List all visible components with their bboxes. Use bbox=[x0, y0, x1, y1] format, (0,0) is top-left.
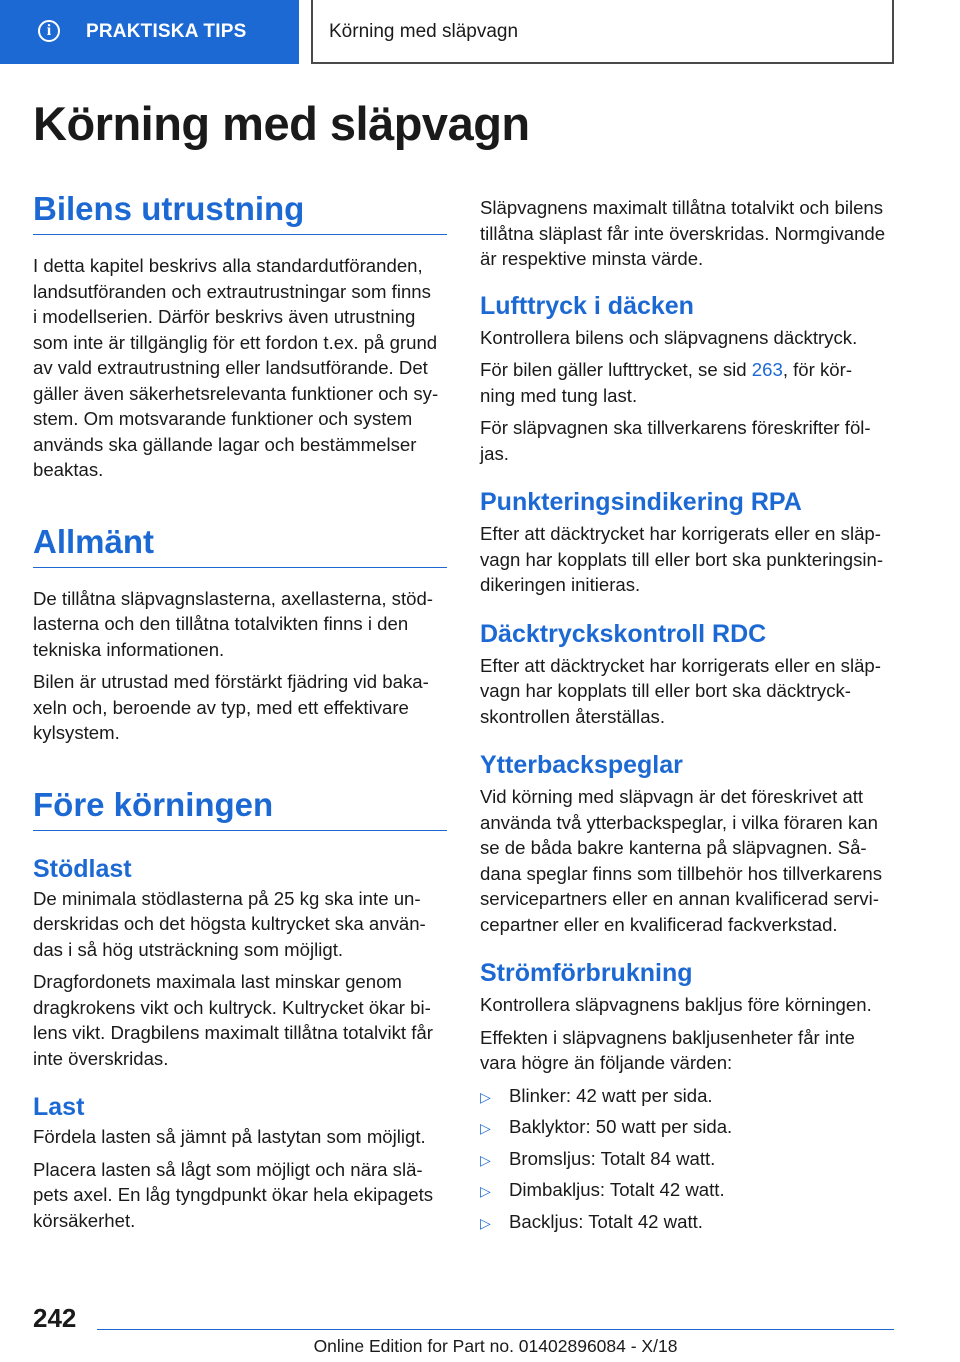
text-line: beaktas. bbox=[33, 459, 104, 480]
text-line: dikeringen initieras. bbox=[480, 574, 641, 595]
paragraph-ytterbackspeglar bbox=[480, 784, 894, 937]
list-item-text: Dimbakljus: Totalt 42 watt. bbox=[509, 1179, 725, 1200]
text-line: används ska gällande lagar och bestämmelser bbox=[33, 433, 417, 455]
edition-text: Online Edition for Part no. 01402896084 - X/18 bbox=[313, 1336, 678, 1356]
text-line: tekniska informationen. bbox=[33, 638, 225, 660]
text-line: är respektive minsta värde. bbox=[480, 248, 704, 269]
heading-lufttryck: Lufttryck i däcken bbox=[480, 291, 694, 320]
paragraph-allmant-1 bbox=[33, 586, 447, 663]
text-line: körsäkerhet. bbox=[33, 1209, 136, 1231]
text-span: För bilen gäller lufttrycket, se sid bbox=[480, 359, 752, 380]
heading-bilens-utrustning: Bilens utrustning bbox=[33, 190, 447, 235]
text-line: das i så hög utsträckning som möjligt. bbox=[33, 938, 344, 960]
triangle-bullet-icon: ▷ bbox=[480, 1151, 491, 1168]
heading-stromforbrukning: Strömförbrukning bbox=[480, 959, 693, 987]
paragraph-bilens-utrustning bbox=[33, 253, 447, 483]
text-line: vara högre än följande värden: bbox=[480, 1052, 733, 1073]
list-item-text: Bromsljus: Totalt 84 watt. bbox=[509, 1147, 716, 1169]
list-item bbox=[480, 1083, 894, 1109]
text-line: dragkrokens vikt och kultryck. Kultrycket ökar bi- bbox=[33, 996, 431, 1018]
text-span: , för kör- bbox=[782, 359, 853, 380]
text-line: Kontrollera bilens och släpvagnens däcktryck. bbox=[480, 326, 858, 348]
paragraph-rdc bbox=[480, 653, 894, 730]
list-item-text: Blinker: 42 watt per sida. bbox=[509, 1084, 713, 1106]
text-line: xeln och, beroende av typ, med ett effektivare bbox=[33, 696, 409, 718]
text-line: De minimala stödlasterna på 25 kg ska inte un- bbox=[33, 887, 421, 909]
text-line: dana speglar finns som tillbehör hos tillverkarens bbox=[480, 862, 883, 884]
list-item bbox=[480, 1177, 894, 1203]
list-item-text: Backljus: Totalt 42 watt. bbox=[509, 1210, 703, 1232]
page-reference-link[interactable]: 263 bbox=[751, 359, 783, 380]
paragraph-allmant-2 bbox=[33, 669, 447, 746]
text-line: stem. Om motsvarande funktioner och system bbox=[33, 408, 413, 429]
text-line: Kontrollera släpvagnens bakljus före körningen. bbox=[480, 994, 872, 1015]
text-line: landsutföranden och extrautrustningar som finns bbox=[33, 280, 431, 302]
heading-stodlast: Stödlast bbox=[33, 854, 132, 883]
list-item-text: Baklyktor: 50 watt per sida. bbox=[509, 1116, 733, 1137]
text-line: Placera lasten så lågt som möjligt och nära slä- bbox=[33, 1158, 423, 1180]
text-line: För släpvagnen ska tillverkarens föreskrifter föl- bbox=[480, 417, 871, 438]
text-line: lasterna och den tillåtna totalvikten finns i den bbox=[33, 613, 409, 634]
paragraph-lufttryck-2 bbox=[480, 357, 894, 408]
text-line: kylsystem. bbox=[33, 722, 120, 743]
paragraph-last-2 bbox=[33, 1157, 447, 1234]
text-line: I detta kapitel beskrivs alla standardutföranden, bbox=[33, 255, 423, 276]
text-line: cepartner eller en kvalificerad fackverkstad. bbox=[480, 913, 838, 935]
text-line: gäller även säkerhetsrelevanta funktioner och sy- bbox=[33, 382, 439, 404]
heading-last: Last bbox=[33, 1093, 85, 1121]
page-number: 242 bbox=[33, 1303, 77, 1333]
heading-rdc: Däcktryckskontroll RDC bbox=[480, 619, 767, 648]
paragraph-stodlast-2 bbox=[33, 969, 447, 1071]
page-title: Körning med släpvagn bbox=[33, 97, 530, 150]
info-icon: i bbox=[38, 20, 60, 42]
text-line: jas. bbox=[480, 442, 509, 464]
triangle-bullet-icon: ▷ bbox=[480, 1120, 491, 1136]
heading-fore-korningen: Före körningen bbox=[33, 786, 447, 831]
paragraph-stodlast-1 bbox=[33, 886, 447, 963]
paragraph-intro bbox=[480, 195, 894, 272]
text-line bbox=[480, 357, 894, 383]
text-line: inte överskridas. bbox=[33, 1047, 169, 1069]
chapter-title: Körning med släpvagn bbox=[329, 21, 519, 42]
text-line: Fördela lasten så jämnt på lastytan som möjligt. bbox=[33, 1126, 426, 1147]
triangle-bullet-icon: ▷ bbox=[480, 1214, 491, 1231]
text-line: Efter att däcktrycket har korrigerats eller en släp- bbox=[480, 523, 881, 544]
text-line: tillåtna släplast får inte överskridas. Normgivande bbox=[480, 222, 886, 244]
text-line: skontrollen återställas. bbox=[480, 705, 665, 727]
text-line: i modellserien. Därför beskrivs även utrustning bbox=[33, 306, 416, 327]
paragraph-lufttryck-3 bbox=[480, 415, 894, 466]
text-line: Släpvagnens maximalt tillåtna totalvikt och bilens bbox=[480, 197, 884, 218]
text-line: vagn har kopplats till eller bort ska punkteringsin- bbox=[480, 548, 884, 570]
paragraph-last-1 bbox=[33, 1124, 447, 1150]
text-line: De tillåtna släpvagnslasterna, axellasterna, stöd- bbox=[33, 587, 433, 609]
heading-rpa: Punkteringsindikering RPA bbox=[480, 488, 802, 516]
footer-divider bbox=[97, 1329, 894, 1330]
paragraph-strom-1 bbox=[480, 992, 894, 1018]
triangle-bullet-icon: ▷ bbox=[480, 1088, 491, 1105]
list-item bbox=[480, 1209, 894, 1235]
heading-ytterbackspeglar: Ytterbackspeglar bbox=[480, 751, 683, 779]
text-line: ning med tung last. bbox=[480, 384, 638, 406]
left-column bbox=[33, 190, 447, 1233]
list-item bbox=[480, 1146, 894, 1172]
text-line: se de båda bakre kanterna på släpvagnen. Så- bbox=[480, 837, 867, 858]
list-item bbox=[480, 1114, 894, 1140]
text-line: använda två ytterbackspeglar, i vilka föraren kan bbox=[480, 811, 878, 833]
text-line: derskridas och det högsta kultrycket ska använ- bbox=[33, 913, 426, 934]
text-line: som inte är tillgänglig för ett fordon t.ex. på grund bbox=[33, 331, 438, 353]
text-line: Bilen är utrustad med förstärkt fjädring vid baka- bbox=[33, 671, 429, 692]
chapter-header bbox=[311, 0, 894, 64]
paragraph-rpa bbox=[480, 521, 894, 598]
text-line: lens vikt. Dragbilens maximalt tillåtna totalvikt får bbox=[33, 1022, 433, 1043]
triangle-bullet-icon: ▷ bbox=[480, 1183, 491, 1199]
text-line: Efter att däcktrycket har korrigerats eller en släp- bbox=[480, 654, 881, 676]
text-line: av vald extrautrustning eller landsutförande. Det bbox=[33, 357, 428, 378]
text-line: Dragfordonets maximala last minskar genom bbox=[33, 971, 402, 992]
text-line: Effekten i släpvagnens bakljusenheter får inte bbox=[480, 1026, 855, 1048]
right-column bbox=[480, 195, 894, 1234]
paragraph-lufttryck-1 bbox=[480, 325, 894, 351]
bullet-list bbox=[480, 1083, 894, 1235]
text-line: vagn har kopplats till eller bort ska däcktryck- bbox=[480, 680, 851, 701]
section-tab bbox=[0, 0, 299, 64]
paragraph-strom-2 bbox=[480, 1025, 894, 1076]
text-line: pets axel. En låg tyngdpunkt ökar hela ekipagets bbox=[33, 1184, 434, 1205]
text-line: Vid körning med släpvagn är det föreskrivet att bbox=[480, 786, 864, 807]
section-label: PRAKTISKA TIPS bbox=[86, 21, 247, 42]
heading-allmant: Allmänt bbox=[33, 523, 447, 568]
text-line: servicepartners eller en annan kvalificerad servi- bbox=[480, 888, 879, 909]
